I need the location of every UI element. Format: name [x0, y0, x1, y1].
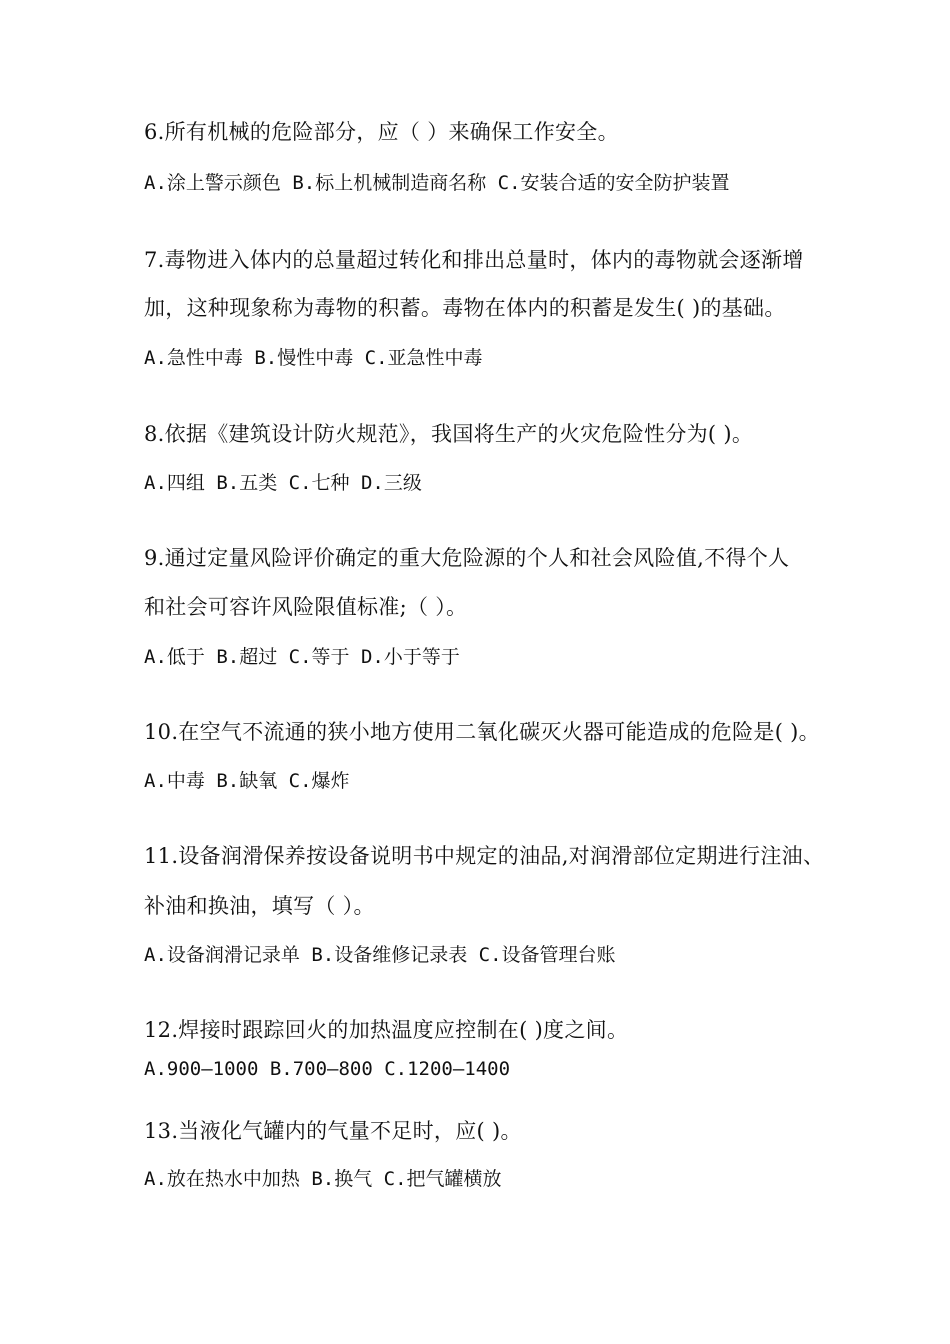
question-11-text-line-1: 11.设备润滑保养按设备说明书中规定的油品,对润滑部位定期进行注油、 — [144, 844, 825, 868]
question-10-text: 10.在空气不流通的狭小地方使用二氧化碳灭火器可能造成的危险是( )。 — [144, 720, 820, 744]
question-9-text-line-1: 9.通过定量风险评价确定的重大危险源的个人和社会风险值,不得个人 — [144, 546, 790, 570]
question-13-text: 13.当液化气罐内的气量不足时，应( )。 — [144, 1119, 522, 1143]
question-10-options: A.中毒 B.缺氧 C.爆炸 — [144, 770, 350, 792]
question-7-text-line-1: 7.毒物进入体内的总量超过转化和排出总量时，体内的毒物就会逐渐增 — [144, 248, 804, 272]
question-12-text: 12.焊接时跟踪回火的加热温度应控制在( )度之间。 — [144, 1018, 629, 1042]
question-12-options: A.900—1000 B.700—800 C.1200—1400 — [144, 1058, 511, 1080]
question-6-options: A.涂上警示颜色 B.标上机械制造商名称 C.安装合适的安全防护装置 — [144, 172, 730, 194]
question-13-options: A.放在热水中加热 B.换气 C.把气罐横放 — [144, 1168, 502, 1190]
question-11-options: A.设备润滑记录单 B.设备维修记录表 C.设备管理台账 — [144, 944, 616, 966]
question-8-text: 8.依据《建筑设计防火规范》，我国将生产的火灾危险性分为( )。 — [144, 422, 754, 446]
question-9-options: A.低于 B.超过 C.等于 D.小于等于 — [144, 646, 460, 668]
question-9-text-line-2: 和社会可容许风险限值标准;（ ）。 — [144, 595, 468, 619]
question-11-text-line-2: 补油和换油，填写（ ）。 — [144, 894, 375, 918]
question-7-options: A.急性中毒 B.慢性中毒 C.亚急性中毒 — [144, 347, 483, 369]
question-7-text-line-2: 加，这种现象称为毒物的积蓄。毒物在体内的积蓄是发生( )的基础。 — [144, 296, 786, 320]
question-6-text: 6.所有机械的危险部分，应（ ）来确保工作安全。 — [144, 120, 619, 144]
question-8-options: A.四组 B.五类 C.七种 D.三级 — [144, 472, 422, 494]
